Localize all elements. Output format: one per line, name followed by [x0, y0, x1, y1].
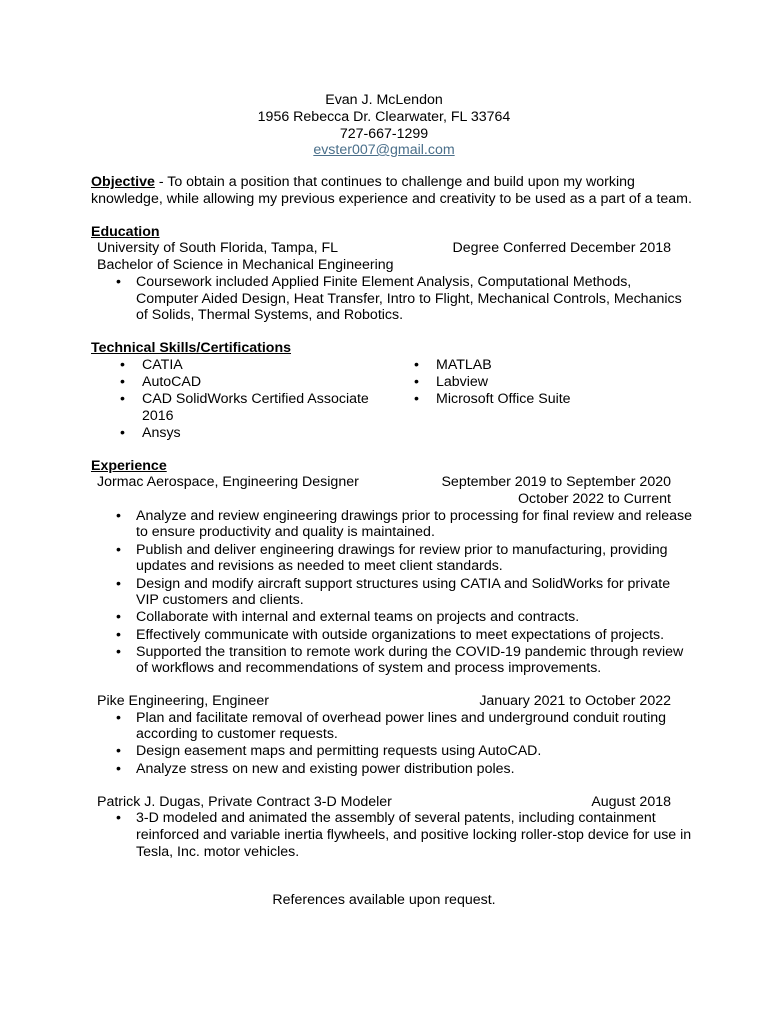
skill-bullet: •: [414, 357, 419, 373]
duty-bullet: •: [116, 627, 121, 643]
duty-bullet: •: [116, 576, 121, 592]
duty-bullet: •: [116, 609, 121, 625]
skill-item: AutoCAD: [142, 374, 202, 390]
skill-bullet: •: [414, 391, 419, 407]
coursework-bullet: •: [116, 274, 121, 290]
objective-line-2: knowledge, while allowing my previous experience and creativity to be used as a part of a team.: [91, 191, 692, 207]
duty-bullet: •: [116, 644, 121, 660]
job-dates: October 2022 to Current: [518, 491, 671, 507]
duty-bullet: •: [116, 508, 121, 524]
skills-heading: Technical Skills/Certifications: [91, 340, 292, 356]
duty-line: Effectively communicate with outside organizations to meet expectations of projects.: [136, 627, 665, 643]
duty-line: Publish and deliver engineering drawings for review prior to manufacturing, providing: [136, 542, 668, 558]
applicant-email: [0, 142, 768, 159]
duty-line: Design easement maps and permitting requests using AutoCAD.: [136, 743, 542, 759]
duty-line: Analyze and review engineering drawings prior to processing for final review and release: [136, 508, 692, 524]
skill-item: Labview: [436, 374, 489, 390]
skill-bullet: •: [414, 374, 419, 390]
duty-line: updates and revisions as needed to meet client standards.: [136, 558, 503, 574]
job-dates: January 2021 to October 2022: [479, 693, 671, 709]
job-title: Pike Engineering, Engineer: [97, 693, 269, 709]
applicant-address: 1956 Rebecca Dr. Clearwater, FL 33764: [257, 109, 511, 125]
skill-bullet: •: [120, 391, 125, 407]
references-note: References available upon request.: [272, 892, 496, 908]
email-link[interactable]: evster007@gmail.com: [313, 142, 455, 158]
education-degree-date: Degree Conferred December 2018: [452, 240, 671, 256]
duty-bullet: •: [116, 710, 121, 726]
education-heading: Education: [91, 224, 160, 240]
skill-bullet: •: [120, 357, 125, 373]
skill-bullet: •: [120, 425, 125, 441]
duty-line: to ensure productivity and quality is maintained.: [136, 524, 435, 540]
duty-line: VIP customers and clients.: [136, 592, 304, 608]
duty-line: Design and modify aircraft support structures using CATIA and SolidWorks for private: [136, 576, 671, 592]
skill-bullet: •: [120, 374, 125, 390]
duty-line: Tesla, Inc. motor vehicles.: [136, 844, 300, 860]
coursework-line-1: Coursework included Applied Finite Element Analysis, Computational Methods,: [136, 274, 632, 290]
duty-line: 3-D modeled and animated the assembly of several patents, including containment: [136, 810, 656, 826]
experience-heading: Experience: [91, 458, 167, 474]
job-dates: September 2019 to September 2020: [441, 474, 671, 490]
education-degree: Bachelor of Science in Mechanical Engineering: [97, 257, 394, 273]
duty-line: Collaborate with internal and external teams on projects and contracts.: [136, 609, 580, 625]
objective-line-1: [91, 174, 635, 191]
skill-item: Microsoft Office Suite: [436, 391, 571, 407]
skill-item: CAD SolidWorks Certified Associate: [142, 391, 369, 407]
skill-item: CATIA: [142, 357, 183, 373]
job-title: Patrick J. Dugas, Private Contract 3-D Modeler: [97, 794, 392, 810]
duty-line: Plan and facilitate removal of overhead power lines and underground conduit routing: [136, 710, 667, 726]
applicant-name: Evan J. McLendon: [325, 92, 443, 108]
job-dates: August 2018: [591, 794, 671, 810]
duty-line: Analyze stress on new and existing power distribution poles.: [136, 761, 515, 777]
objective-heading: Objective: [91, 174, 155, 190]
duty-bullet: •: [116, 542, 121, 558]
coursework-line-3: of Solids, Thermal Systems, and Robotics.: [136, 307, 404, 323]
duty-bullet: •: [116, 761, 121, 777]
duty-bullet: •: [116, 810, 121, 826]
duty-line: of workflows and recommendations of system and process improvements.: [136, 660, 602, 676]
skill-item: Ansys: [142, 425, 181, 441]
applicant-phone: 727-667-1299: [339, 126, 429, 142]
skill-item: MATLAB: [436, 357, 492, 373]
duty-bullet: •: [116, 743, 121, 759]
duty-line: according to customer requests.: [136, 726, 338, 742]
job-title: Jormac Aerospace, Engineering Designer: [97, 474, 359, 490]
objective-text-1: - To obtain a position that continues to challenge and build upon my working: [154, 174, 635, 190]
duty-line: reinforced and variable inertia flywheels, and positive locking roller-stop device for use in: [136, 827, 692, 843]
skill-item-continued: 2016: [142, 408, 174, 424]
education-school: University of South Florida, Tampa, FL: [97, 240, 339, 256]
duty-line: Supported the transition to remote work during the COVID-19 pandemic through review: [136, 644, 684, 660]
coursework-line-2: Computer Aided Design, Heat Transfer, Intro to Flight, Mechanical Controls, Mechanics: [136, 291, 682, 307]
